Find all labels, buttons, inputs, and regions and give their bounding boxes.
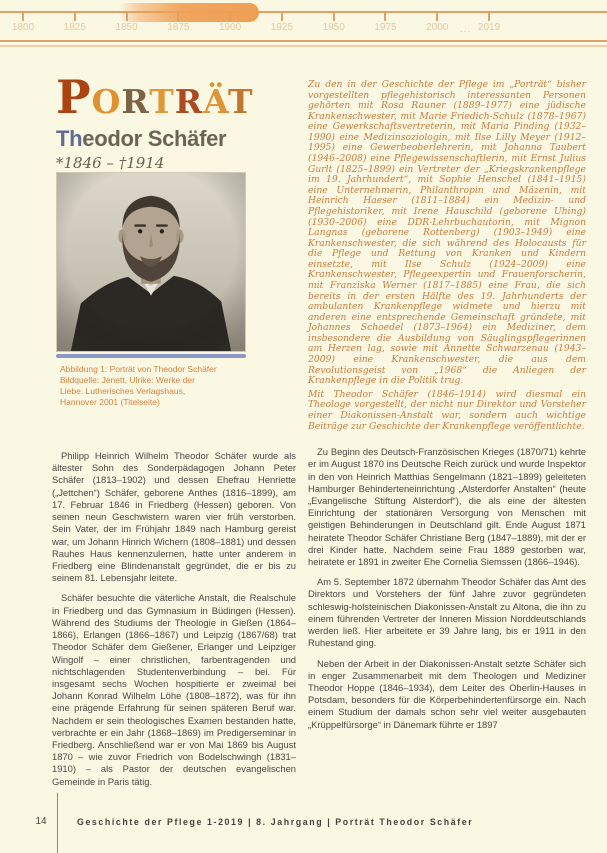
photo-bottom-rule (56, 354, 246, 358)
timeline-tick (218, 11, 242, 33)
timeline-tick (11, 11, 35, 33)
timeline-year-label: 1800 (11, 22, 35, 33)
photo-caption-line: Liebe. Lutherisches Verlagshaus, (60, 386, 186, 396)
intro-text (308, 80, 586, 432)
footer-divider (57, 793, 58, 853)
photo-caption-line: Abbildung 1: Porträt von Theodor Schäfer (60, 364, 217, 374)
timeline-tick (426, 11, 449, 33)
timeline-lifespan-highlight (118, 3, 259, 22)
timeline-year-label: 1850 (115, 22, 138, 33)
paragraph: Philipp Heinrich Wilhelm Theodor Schäfer wurde als ältester Sohn des Sonderpädagogen Johann Peter Schäfer (1813–1902) und dessen Ehefrau Henriette („Jettchen“) Schäfer, geborene Anthes (1816–1899), am 17. Februar 1846 in Friedberg (Hessen) geboren. Von seinen neun Geschwistern waren vier früh verstorben. Sein Vater, der im Frühjahr 1849 nach Hamburg gereist war, um Johann Hinrich Wichern (1808–1881) und dessen Rauhes Haus kennenzulernen, hatte unter anderem in Friedberg eine Blindenanstalt gegründet, die er bis zu seinem 81. Lebensjahr leitete. (52, 450, 296, 584)
timeline-tick (322, 11, 345, 33)
subject-name (56, 127, 296, 151)
timeline-year-label: 2019 (477, 22, 501, 33)
page-title (56, 70, 296, 125)
portrait-photo (56, 172, 246, 352)
portrait-title-letter: P (56, 70, 92, 124)
portrait-title-letter: T (228, 82, 254, 121)
timeline-bottom-rule (0, 40, 607, 42)
timeline-tick (167, 11, 190, 33)
timeline-tick (374, 11, 397, 33)
right-column (308, 80, 586, 739)
portrait-title-letter: Ä (203, 82, 229, 121)
subject-name-lead: Th (56, 126, 83, 151)
timeline-year-label: 1925 (270, 22, 294, 33)
subject-dates: *1846 – †1914 (56, 154, 165, 172)
portrait-title-letter: R (174, 82, 204, 121)
photo-caption-line: Hannover 2001 (Titelseite) (60, 397, 160, 407)
portrait-title-letter: R (121, 82, 150, 121)
photo-caption-line: Bildquelle: Jenett, Ulrike: Werke der (60, 375, 195, 385)
portrait-photo-illustration (57, 173, 245, 351)
photo-caption (60, 364, 270, 408)
timeline-tick (115, 11, 138, 33)
timeline-bottom-rule-light (0, 45, 607, 47)
paragraph: Am 5. September 1872 übernahm Theodor Schäfer das Amt des Direktors und Vorstehers der fünf Jahre zuvor gegründeten schleswig-holsteinischen Diakonissen-Anstalt zu Altona, die ihn zu einem führenden Vertreter der Inneren Mission Norddeutschlands werden ließ. Hier arbeitete er 39 Jahre lang, bis er 1911 in den Ruhestand ging. (308, 576, 586, 649)
timeline-axis-line (0, 11, 607, 13)
page-number: 14 (35, 816, 47, 827)
subject-name-rest: eodor Schäfer (82, 126, 227, 151)
portrait-title-letter: T (149, 82, 175, 121)
timeline-year-label: 1975 (374, 22, 397, 33)
timeline-year-label: 2000 (426, 22, 449, 33)
portrait-title-letter: O (91, 82, 122, 121)
timeline-tick (63, 11, 86, 33)
left-column (52, 450, 296, 796)
timeline-year-label: 1875 (167, 22, 190, 33)
masthead (56, 70, 296, 172)
timeline-year-label: 1825 (63, 22, 86, 33)
timeline-year-label: 1950 (322, 22, 345, 33)
timeline-tick (477, 11, 501, 33)
timeline-ellipsis: ... (460, 24, 472, 35)
right-column-body (308, 446, 586, 731)
paragraph: Zu Beginn des Deutsch-Französischen Krieges (1870/71) kehrte er im August 1870 ins Deutsche Reich zurück und wurde Inspektor in den von Heinrich Matthias Sengelmann (1821–1899) geleiteten Hamburger Behinderteneinrichtung „Alsterdorfer Anstalten“ (heute „Evangelische Stiftung Alsterdorf“), die als eine der ältesten Einrichtung der stationären Versorgung von Menschen mit geistigen Behinderungen in Deutschland gilt. Ende August 1871 heiratete Theodor Schäfer Christiane Berg (1847–1889), mit der er drei Kinder hatte. Nachdem seine Frau 1889 gestorben war, heiratete er 1891 in zweiter Ehe Cornelia Siemssen (1866–1946). (308, 446, 586, 568)
paragraph: Neben der Arbeit in der Diakonissen-Anstalt setzte Schäfer sich in enger Zusammenarbeit mit dem Theologen und Mediziner Theodor Hoppe (1846–1934), dem Leiter des Oberlin-Hauses in Potsdam, besonders für die Körperbehindertenfürsorge ein. Nach einem Studium der damals schon sehr viel weiter ausgebauten „Krüppelfürsorge“ in Dänemark führte er 1897 (308, 657, 586, 730)
paragraph: Mit Theodor Schäfer (1846–1914) wird diesmal ein Theologe vorgestellt, der nicht nur Direktor und Vorsteher einer Diakonissen-Anstalt war, sondern auch wichtige Beiträge zur Geschichte der Krankenpflege veröffentlichte. (308, 388, 586, 432)
paragraph: Schäfer besuchte die väterliche Anstalt, die Realschule in Friedberg und das Gymnasium in Büdingen (Hessen). Während des Studiums der Theologie in Gießen (1864–1866), Erlangen (1866–1867) und Leipzig (1867/68) trat Theodor Schäfer dem Gießener, Erlanger und Leipziger Wingolf – einer christlichen, farbentragenden und nichtschlagenden Studentenverbindung – bei. Für insgesamt sechs Wochen hospitierte er zweimal bei Johann Konrad Wilhelm Löhe (1808–1872), was für ihn eine prägende Erfahrung für seinen späteren Beruf war. Nachdem er sein theologisches Examen bestanden hatte, verbrachte er ein Jahr (1868–1869) im Predigerseminar in Friedberg. Anschließend war er von Mai 1869 bis August 1870 – wie zuvor Friedrich von Bodelschwingh (1831–1910) – als Pastor der deutschen evangelischen Gemeinde in Paris tätig. (52, 592, 296, 787)
paragraph: Zu den in der Geschichte der Pflege im „Porträt“ bisher vorgestellten pflegehistorisch interessanten Personen gehörten mit Rosa Rauner (1889–1977) eine jüdische Krankenschwester, mit Marie Friedich-Schulz (1878–1967) eine Gewerkschaftsvertreterin, mit Maria Pinding (1932–1990) eine Medizinsoziologin, mit Ilse Lilly Meyer (1912–1995) eine Gewerbeoberlehrerin, mit Johanna Taubert (1946–2008) eine Pflegewissenschaftlerin, mit Ernst Julius Gurlt (1825–1899) ein Vertreter der „Kriegskrankenpflege im 19. Jahrhundert“, mit Sophie Henschel (1841–1915) eine Unternehmerin, Philanthropin und Mäzenin, mit Heinrich Haeser (1811–1884) ein Medizin- und Pflegehistoriker, mit Irene Hauschild (geborene Uhing) (1930–2006) eine DDR-Lehrbuchautorin, mit Mignon Langnas (geborene Rottenberg) (1903–1949) eine Krankenschwester, die sich während des Holocausts für die Pflege und Rettung von Kranken und Kindern einsetzte, mit Ilse Schulz (1924–2009) eine Krankenschwester, Pflegeexpertin und Frauenforscherin, mit Franziska Werner (1817–1885) eine Frau, die sich bereits in der ersten Hälfte des 19. Jahrhunderts der ambulanten Krankenpflege widmete und hierzu mit anderen eine entsprechende Gemeinschaft gründete, mit Johannes Schoedel (1873–1964) ein Mediziner, dem insbesondere die Ausbildung von Säuglingspflegerinnen am Herzen lag, sowie mit Annette Schwarzenau (1943–2009) eine Krankenschwester, die aus dem Revolutionsgeist von „1968“ die Anliegen der Krankenpflege in die Politik trug. (308, 79, 586, 387)
running-title: Geschichte der Pflege 1-2019 | 8. Jahrgang | Porträt Theodor Schäfer (77, 817, 474, 827)
timeline-year-label: 1900 (218, 22, 242, 33)
timeline (0, 0, 607, 50)
timeline-tick (270, 11, 294, 33)
